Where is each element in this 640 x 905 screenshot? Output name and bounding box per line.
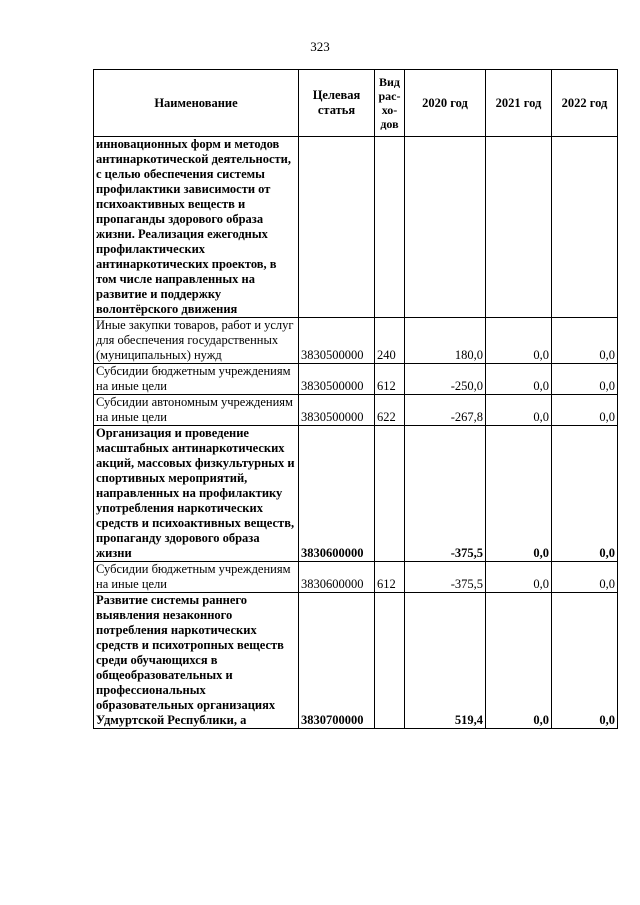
- row-2020: 519,4: [405, 593, 486, 729]
- row-target-article: 3830600000: [299, 562, 375, 593]
- row-2020: [405, 137, 486, 318]
- row-name: Субсидии бюджетным учреждениям на иные цели: [94, 562, 299, 593]
- row-target-article: 3830600000: [299, 426, 375, 562]
- budget-table: [93, 69, 618, 729]
- row-name: инновационных форм и методов антинаркотической деятельности, с целью обеспечения системы профилактики зависимости от психоактивных веществ и пропаганды здорового образа жизни. Реализация ежегодных профилактических антинаркотических проектов, в том числе направленных на развитие и поддержку волонтёрского движения: [94, 137, 299, 318]
- row-2021: 0,0: [486, 395, 552, 426]
- row-2020: 180,0: [405, 318, 486, 364]
- table-row: [94, 426, 618, 562]
- row-2020: -375,5: [405, 426, 486, 562]
- row-target-article: 3830500000: [299, 318, 375, 364]
- row-expense-type: 622: [375, 395, 405, 426]
- header-2020: 2020 год: [405, 70, 486, 137]
- table-row: [94, 593, 618, 729]
- row-2022: 0,0: [552, 318, 618, 364]
- header-2021: 2021 год: [486, 70, 552, 137]
- row-expense-type: 240: [375, 318, 405, 364]
- row-target-article: 3830700000: [299, 593, 375, 729]
- page-number: 323: [310, 39, 330, 54]
- table-row: [94, 395, 618, 426]
- row-name: Развитие системы раннего выявления незаконного потребления наркотических средств и психотропных веществ среди обучающихся в общеобразовательных и профессиональных образовательных организациях Удмуртской Республики, а: [94, 593, 299, 729]
- row-2022: 0,0: [552, 364, 618, 395]
- header-target-article: Целевая статья: [299, 70, 375, 137]
- row-2021: [486, 137, 552, 318]
- row-2021: 0,0: [486, 593, 552, 729]
- row-2021: 0,0: [486, 318, 552, 364]
- row-expense-type: [375, 137, 405, 318]
- row-2022: 0,0: [552, 562, 618, 593]
- header-2022: 2022 год: [552, 70, 618, 137]
- row-2021: 0,0: [486, 426, 552, 562]
- row-target-article: 3830500000: [299, 395, 375, 426]
- row-expense-type: 612: [375, 364, 405, 395]
- table-row: [94, 318, 618, 364]
- table-row: [94, 364, 618, 395]
- row-2020: -375,5: [405, 562, 486, 593]
- row-name: Организация и проведение масштабных антинаркотических акций, массовых физкультурных и спортивных мероприятий, направленных на профилактику употребления наркотических средств и психоактивных веществ, пропаганду здорового образа жизни: [94, 426, 299, 562]
- row-2022: 0,0: [552, 593, 618, 729]
- row-expense-type: [375, 426, 405, 562]
- row-name: Субсидии бюджетным учреждениям на иные цели: [94, 364, 299, 395]
- row-target-article: 3830500000: [299, 364, 375, 395]
- table-row: [94, 137, 618, 318]
- row-expense-type: 612: [375, 562, 405, 593]
- row-expense-type: [375, 593, 405, 729]
- table-header-row: [94, 70, 618, 137]
- row-name: Субсидии автономным учреждениям на иные цели: [94, 395, 299, 426]
- row-2021: 0,0: [486, 364, 552, 395]
- row-name: Иные закупки товаров, работ и услуг для обеспечения государственных (муниципальных) нужд: [94, 318, 299, 364]
- row-2021: 0,0: [486, 562, 552, 593]
- header-name: Наименование: [94, 70, 299, 137]
- row-2022: 0,0: [552, 426, 618, 562]
- header-expense-type: Вид рас-хо-дов: [375, 70, 405, 137]
- row-target-article: [299, 137, 375, 318]
- row-2022: 0,0: [552, 395, 618, 426]
- table-row: [94, 562, 618, 593]
- row-2020: -267,8: [405, 395, 486, 426]
- row-2022: [552, 137, 618, 318]
- row-2020: -250,0: [405, 364, 486, 395]
